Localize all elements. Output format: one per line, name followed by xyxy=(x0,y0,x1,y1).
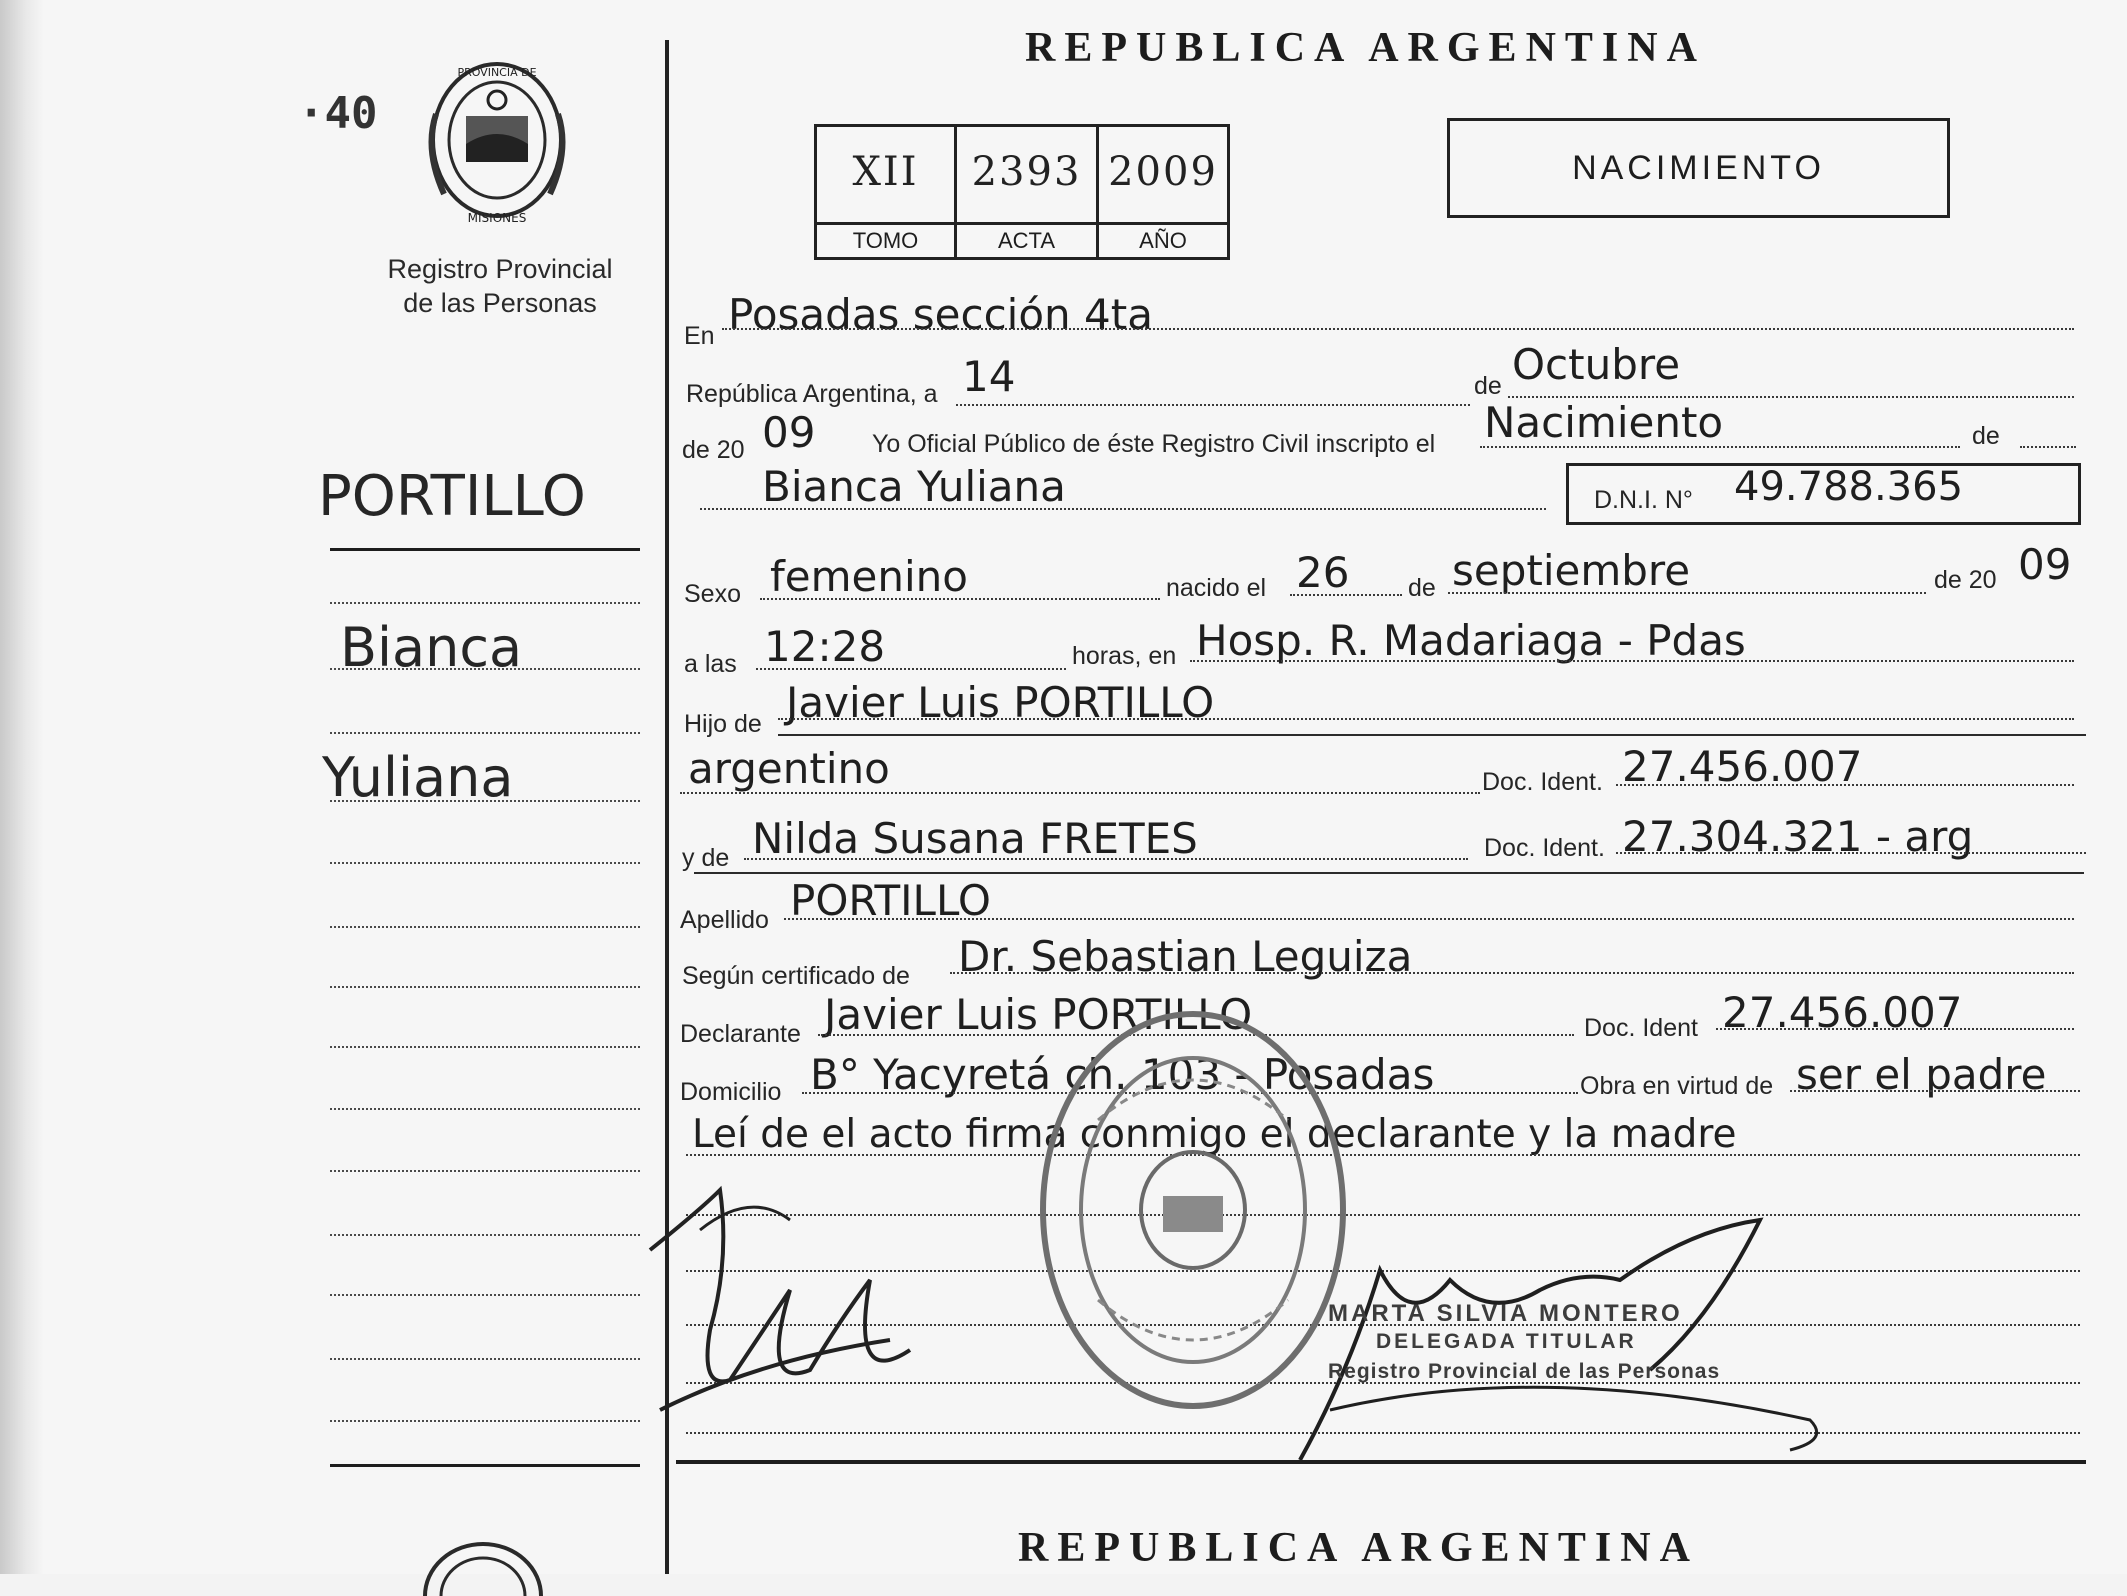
declarante-label: Declarante xyxy=(680,1020,801,1048)
father-rule xyxy=(778,734,2086,736)
sidebar-line xyxy=(330,1170,640,1172)
tomo-label: TOMO xyxy=(817,222,954,260)
page-number: ·40 xyxy=(298,88,378,139)
de-label-3: de xyxy=(1408,574,1436,602)
declarante-doc-value: 27.456.007 xyxy=(1722,988,1963,1037)
signature-declarante-icon xyxy=(640,1170,930,1420)
sexo-value: femenino xyxy=(770,552,968,601)
sidebar-line xyxy=(330,1046,640,1048)
registry-name-line2: de las Personas xyxy=(403,288,597,318)
day-value: 14 xyxy=(962,352,1016,401)
place-line xyxy=(1190,660,2074,662)
sexo-label: Sexo xyxy=(684,580,741,608)
obra-label: Obra en virtud de xyxy=(1580,1072,1774,1100)
dni-label: D.N.I. N° xyxy=(1594,486,1693,514)
sidebar-line xyxy=(330,986,640,988)
birth-year-value: 09 xyxy=(2018,540,2072,589)
sidebar-line xyxy=(330,1234,640,1236)
svg-text:MISIONES: MISIONES xyxy=(467,211,527,225)
father-value: Javier Luis PORTILLO xyxy=(786,678,1215,727)
page-binding-shadow xyxy=(0,0,44,1574)
apellido-value: PORTILLO xyxy=(790,876,991,925)
sidebar-second-name: Yuliana xyxy=(322,746,514,809)
name-value: Bianca Yuliana xyxy=(762,462,1066,511)
registry-name-line1: Registro Provincial xyxy=(387,254,613,284)
mother-rule xyxy=(694,872,2084,874)
en-value: Posadas sección 4ta xyxy=(728,290,1153,339)
inscripto-value: Nacimiento xyxy=(1484,398,1724,447)
tomo-value: XII xyxy=(852,149,919,195)
doc-ident-label-mother: Doc. Ident. xyxy=(1484,834,1605,862)
birth-day-line xyxy=(1290,594,1402,596)
provincial-emblem-icon xyxy=(418,1536,548,1596)
sidebar-line xyxy=(330,926,640,928)
domicilio-value: B° Yacyretá ch. 103 - Posadas xyxy=(810,1050,1435,1099)
obra-value: ser el padre xyxy=(1796,1050,2047,1099)
tomo-cell xyxy=(817,127,957,257)
father-doc-line xyxy=(1616,784,2074,786)
mother-doc-value: 27.304.321 - arg xyxy=(1622,812,1974,861)
sidebar-line xyxy=(330,602,640,604)
mother-value: Nilda Susana FRETES xyxy=(752,814,1198,863)
sidebar-line xyxy=(330,732,640,734)
mother-line xyxy=(744,858,1468,860)
document-title: REPUBLICA ARGENTINA xyxy=(1025,25,1706,71)
horas-label: horas, en xyxy=(1072,642,1177,670)
mother-doc-line xyxy=(1616,852,2086,854)
registry-name xyxy=(360,252,640,320)
sidebar-line xyxy=(330,668,640,670)
doc-ident-label-2: Doc. Ident xyxy=(1584,1014,1698,1042)
sidebar-line xyxy=(330,1358,640,1360)
birth-year-label: de 20 xyxy=(1934,566,1997,594)
hijo-label: Hijo de xyxy=(684,710,762,738)
apellido-label: Apellido xyxy=(680,906,769,934)
record-reference-grid xyxy=(814,124,1230,260)
year-prefix-label: de 20 xyxy=(682,436,745,464)
acta-label: ACTA xyxy=(957,222,1096,260)
place-value: Hosp. R. Madariaga - Pdas xyxy=(1196,616,1746,665)
anio-value: 2009 xyxy=(1108,149,1218,195)
declarante-doc-line xyxy=(1716,1028,2074,1030)
republica-label: República Argentina, a xyxy=(686,380,938,408)
segun-line xyxy=(950,972,2074,974)
a-las-label: a las xyxy=(684,650,737,678)
sidebar-surname: PORTILLO xyxy=(318,464,586,529)
year-value: 09 xyxy=(762,408,816,457)
father-line xyxy=(778,718,2074,720)
anio-label: AÑO xyxy=(1099,222,1227,260)
de-label-2: de xyxy=(1972,422,2000,450)
inscripto-line-end xyxy=(2020,446,2076,448)
name-line xyxy=(700,508,1546,510)
father-doc-value: 27.456.007 xyxy=(1622,742,1863,791)
official-office: Registro Provincial de las Personas xyxy=(1328,1360,1721,1383)
obra-line xyxy=(1790,1090,2080,1092)
en-line xyxy=(722,328,2074,330)
nacido-label: nacido el xyxy=(1166,574,1267,602)
closing-value: Leí de el acto firma conmigo el declarante y la madre xyxy=(692,1112,1737,1157)
sidebar-bottom-rule xyxy=(330,1464,640,1467)
dni-value: 49.788.365 xyxy=(1734,464,1964,510)
sidebar-line xyxy=(330,1108,640,1110)
inscripto-line xyxy=(1480,446,1960,448)
sidebar-first-name: Bianca xyxy=(340,616,523,679)
birth-month-value: septiembre xyxy=(1452,546,1691,595)
father-nationality-line xyxy=(680,792,1480,794)
sidebar-line xyxy=(330,1294,640,1296)
doc-ident-label: Doc. Ident. xyxy=(1482,768,1603,796)
segun-label: Según certificado de xyxy=(682,962,910,990)
sidebar-line xyxy=(330,862,640,864)
apellido-line xyxy=(784,918,2074,920)
domicilio-label: Domicilio xyxy=(680,1078,782,1106)
sidebar-line xyxy=(330,800,640,802)
acta-cell xyxy=(957,127,1099,257)
time-line xyxy=(756,668,1066,670)
birth-month-line xyxy=(1448,592,1926,594)
official-name: MARTA SILVIA MONTERO xyxy=(1328,1300,1683,1327)
en-label: En xyxy=(684,322,715,350)
sidebar-line xyxy=(330,1420,640,1422)
y-de-label: y de xyxy=(682,844,730,872)
closing-line xyxy=(686,1154,2080,1156)
official-role: DELEGADA TITULAR xyxy=(1376,1330,1637,1353)
next-record-title: REPUBLICA ARGENTINA xyxy=(1018,1525,1699,1571)
sexo-line xyxy=(760,598,1160,600)
time-value: 12:28 xyxy=(764,622,886,671)
record-type-box: NACIMIENTO xyxy=(1447,118,1950,218)
acta-value: 2393 xyxy=(971,149,1082,195)
svg-text:PROVINCIA DE: PROVINCIA DE xyxy=(457,66,537,79)
month-value: Octubre xyxy=(1512,340,1681,389)
provincial-emblem-icon xyxy=(418,54,576,230)
sidebar-surname-underline xyxy=(330,548,640,551)
birth-day-value: 26 xyxy=(1296,548,1350,597)
day-line xyxy=(956,404,1470,406)
de-label: de xyxy=(1474,372,1502,400)
father-nationality-value: argentino xyxy=(688,744,890,793)
oficial-label: Yo Oficial Público de éste Registro Civil inscripto el xyxy=(872,430,1436,458)
segun-value: Dr. Sebastian Leguiza xyxy=(958,932,1413,981)
anio-cell xyxy=(1099,127,1227,257)
declarante-value: Javier Luis PORTILLO xyxy=(824,990,1253,1039)
